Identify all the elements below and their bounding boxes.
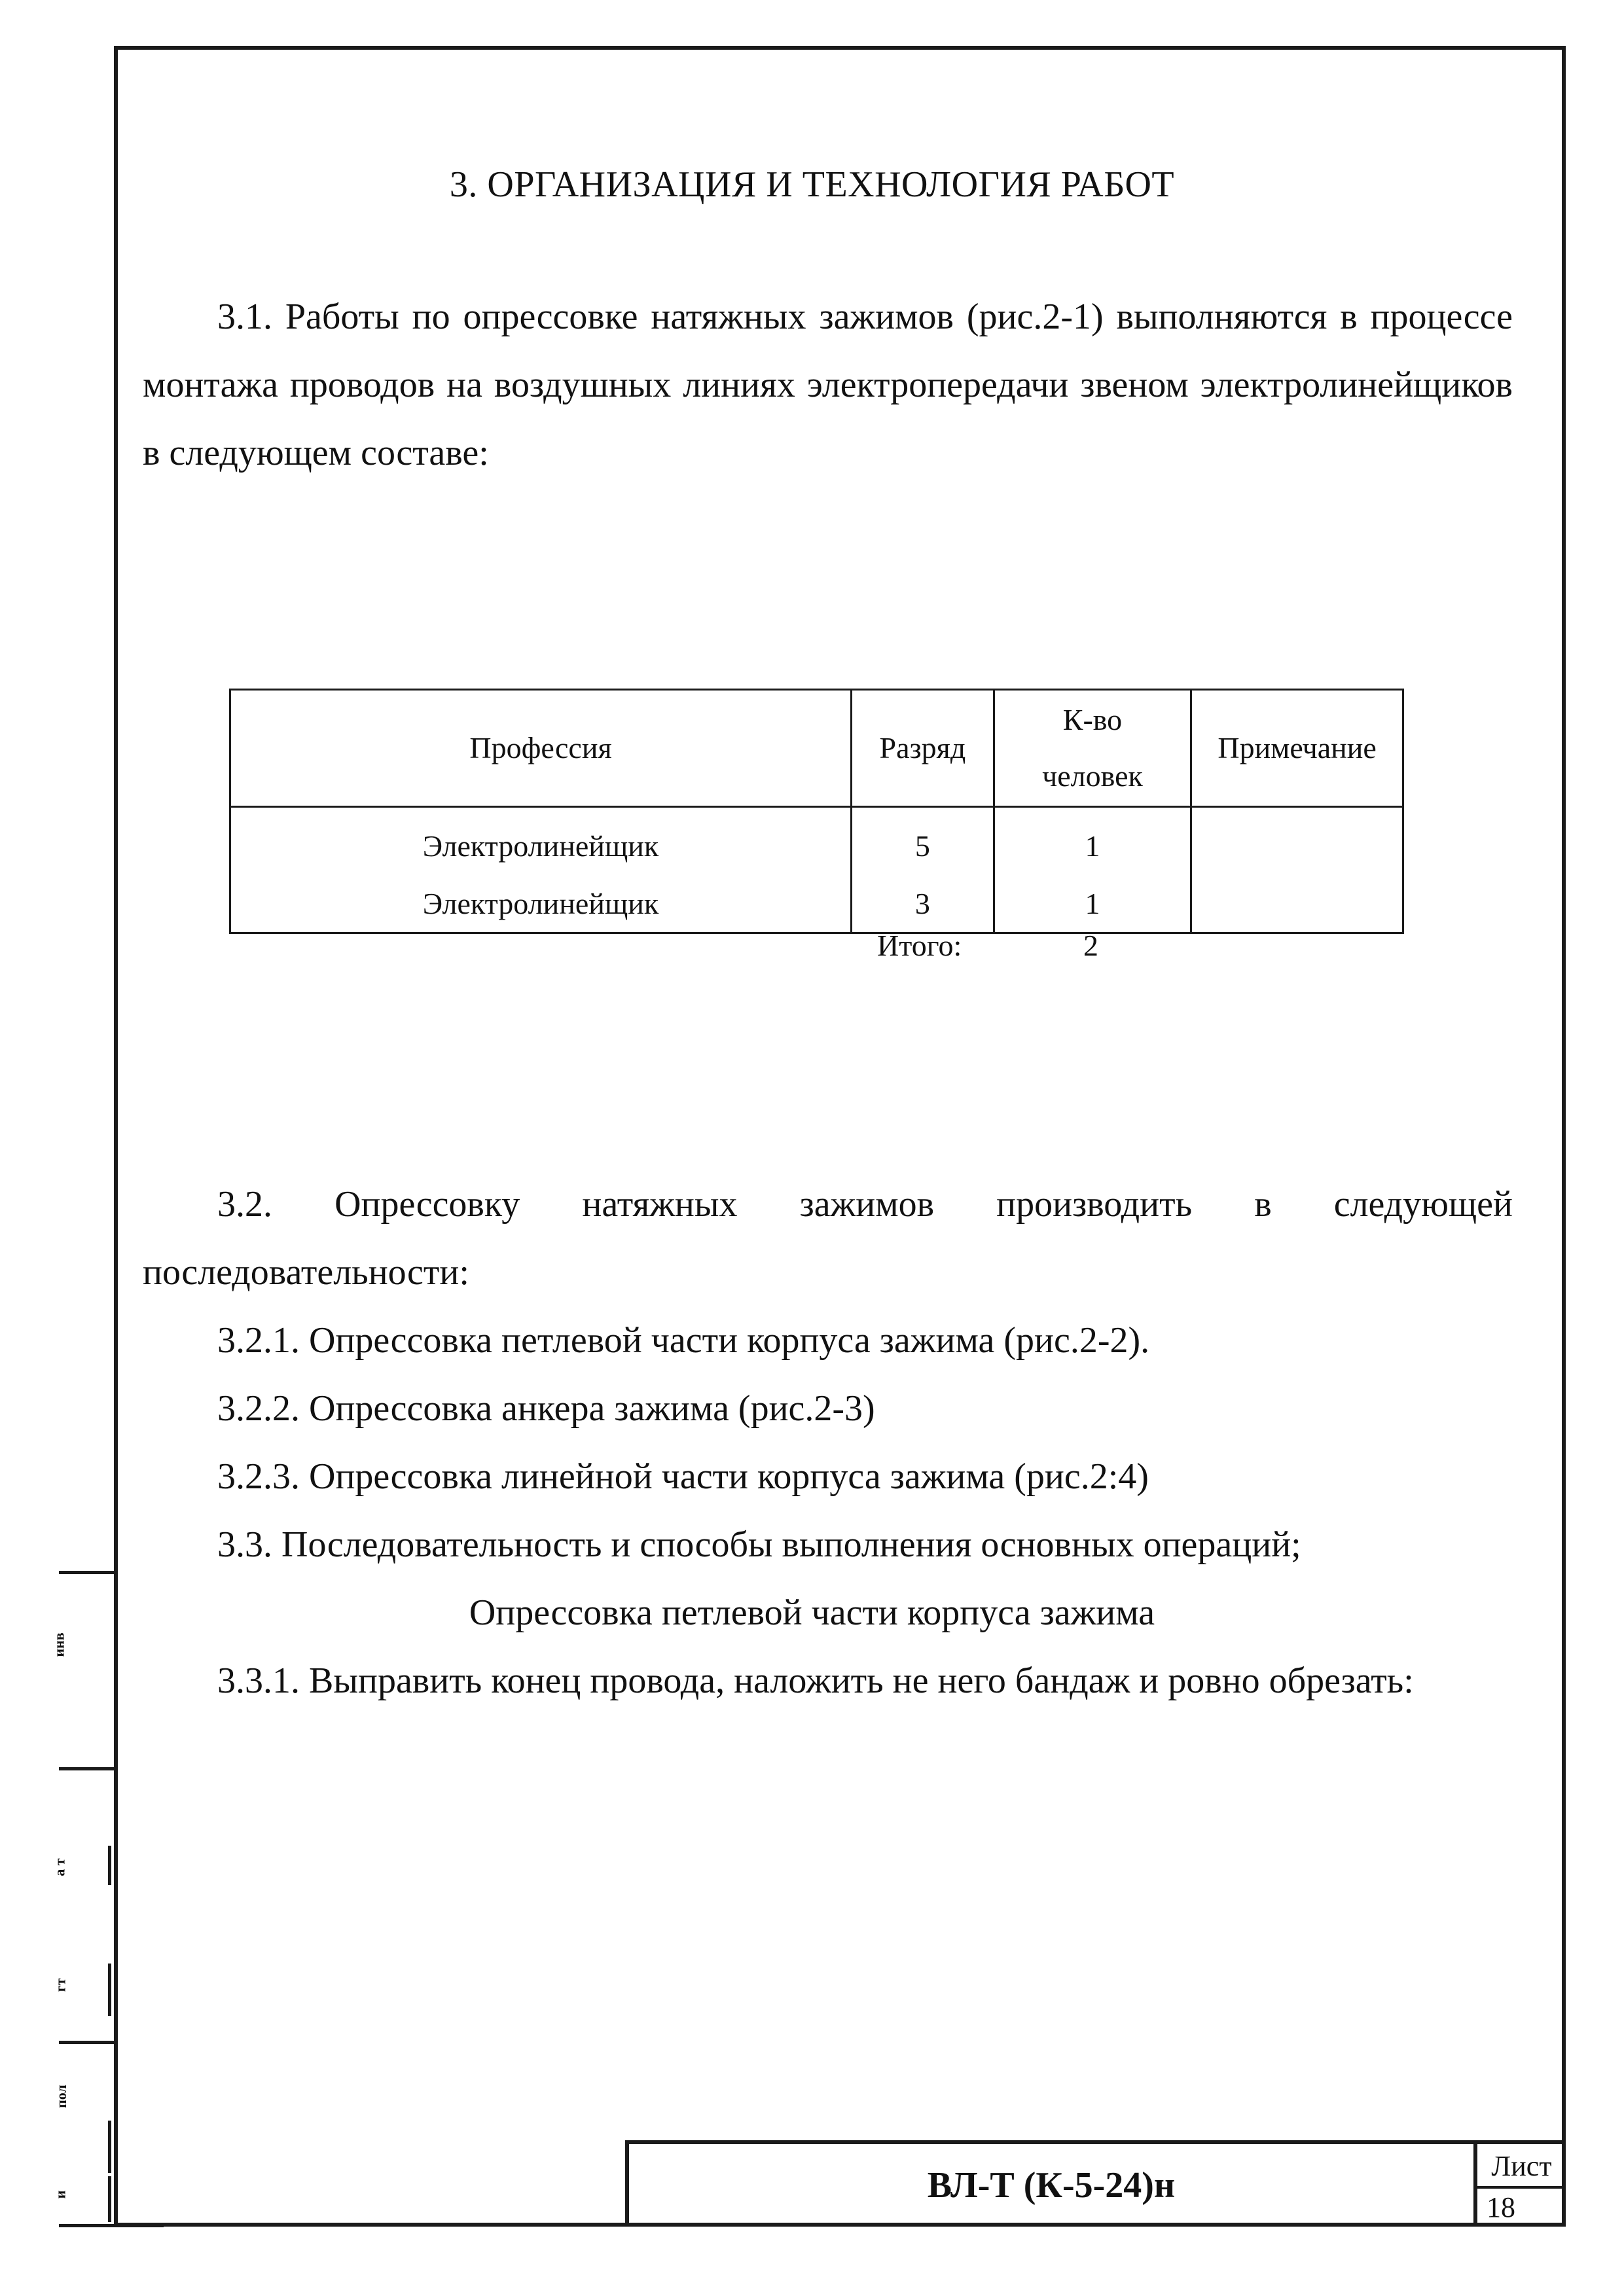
header-note: Примечание bbox=[1191, 690, 1403, 807]
title-block bbox=[625, 2140, 1566, 2227]
cell-count: 1 bbox=[994, 874, 1191, 933]
word: зажимов bbox=[799, 1184, 935, 1225]
margin-label: инв bbox=[50, 1632, 67, 1657]
header-grade: Разряд bbox=[852, 690, 994, 807]
paragraph-3-1-text: 3.1. Работы по опрессовке натяжных зажимов (рис.2-1) выполняются в процессе монтажа проводов на воздушных линиях электропередачи звеном электролинейщиков в следующем составе: bbox=[143, 296, 1513, 473]
total-value: 2 bbox=[1083, 929, 1098, 962]
word: натяжных bbox=[582, 1184, 738, 1225]
margin-label: и bbox=[52, 2190, 69, 2199]
word: производить bbox=[996, 1184, 1193, 1225]
section-heading: 3. ОРГАНИЗАЦИЯ И ТЕХНОЛОГИЯ РАБОТ bbox=[449, 164, 1175, 205]
paragraph-3-3: 3.3. Последовательность и способы выполнения основных операций; bbox=[217, 1524, 1301, 1565]
staff-table bbox=[229, 689, 1404, 934]
word: в bbox=[1254, 1184, 1272, 1225]
sheet-cell bbox=[1473, 2144, 1566, 2227]
cell-note bbox=[1191, 874, 1403, 933]
margin-label: гт bbox=[52, 1978, 69, 1992]
margin-divider bbox=[59, 1571, 118, 1574]
header-count bbox=[994, 690, 1191, 807]
header-profession: Профессия bbox=[230, 690, 852, 807]
margin-divider bbox=[59, 1767, 118, 1770]
paragraph-3-2-first-line bbox=[217, 1170, 1513, 1238]
word: Опрессовку bbox=[334, 1184, 520, 1225]
word: следующей bbox=[1333, 1184, 1513, 1225]
item-3-3-1: 3.3.1. Выправить конец провода, наложить не него бандаж и ровно обрезать: bbox=[217, 1660, 1414, 1701]
table-row bbox=[230, 807, 1403, 875]
staff-table-header bbox=[230, 690, 1403, 807]
total-label: Итого: bbox=[877, 929, 962, 962]
margin-tick bbox=[108, 2121, 111, 2173]
cell-note bbox=[1191, 807, 1403, 875]
margin-tick bbox=[108, 2176, 111, 2222]
margin-tick bbox=[108, 1964, 111, 2016]
item-3-2-1: 3.2.1. Опрессовка петлевой части корпуса зажима (рис.2-2). bbox=[217, 1320, 1150, 1361]
left-margin-strip bbox=[46, 1571, 118, 2232]
margin-label: пол bbox=[52, 2085, 69, 2108]
header-count-line1: К-во bbox=[1062, 703, 1123, 736]
table-row bbox=[230, 874, 1403, 933]
sheet-label: Лист bbox=[1477, 2147, 1566, 2189]
subheading-loop-part: Опрессовка петлевой части корпуса зажима bbox=[469, 1592, 1155, 1633]
margin-divider bbox=[59, 2224, 164, 2227]
document-code: ВЛ-Т (К-5-24)н bbox=[927, 2165, 1176, 2206]
cell-count: 1 bbox=[994, 807, 1191, 875]
item-3-2-2: 3.2.2. Опрессовка анкера зажима (рис.2-3) bbox=[217, 1388, 875, 1429]
cell-profession: Электролинейщик bbox=[230, 807, 852, 875]
cell-profession: Электролинейщик bbox=[230, 874, 852, 933]
word: 3.2. bbox=[217, 1184, 272, 1225]
margin-divider bbox=[59, 2041, 118, 2044]
margin-tick bbox=[108, 1846, 111, 1885]
paragraph-3-2-continuation: последовательности: bbox=[143, 1252, 469, 1293]
item-3-2-3: 3.2.3. Опрессовка линейной части корпуса зажима (рис.2:4) bbox=[217, 1456, 1149, 1497]
header-count-line2: человек bbox=[1042, 759, 1143, 793]
cell-grade: 5 bbox=[852, 807, 994, 875]
paragraph-3-1 bbox=[143, 283, 1513, 487]
sheet-number: 18 bbox=[1487, 2191, 1515, 2223]
margin-label: а т bbox=[51, 1858, 68, 1876]
cell-grade: 3 bbox=[852, 874, 994, 933]
